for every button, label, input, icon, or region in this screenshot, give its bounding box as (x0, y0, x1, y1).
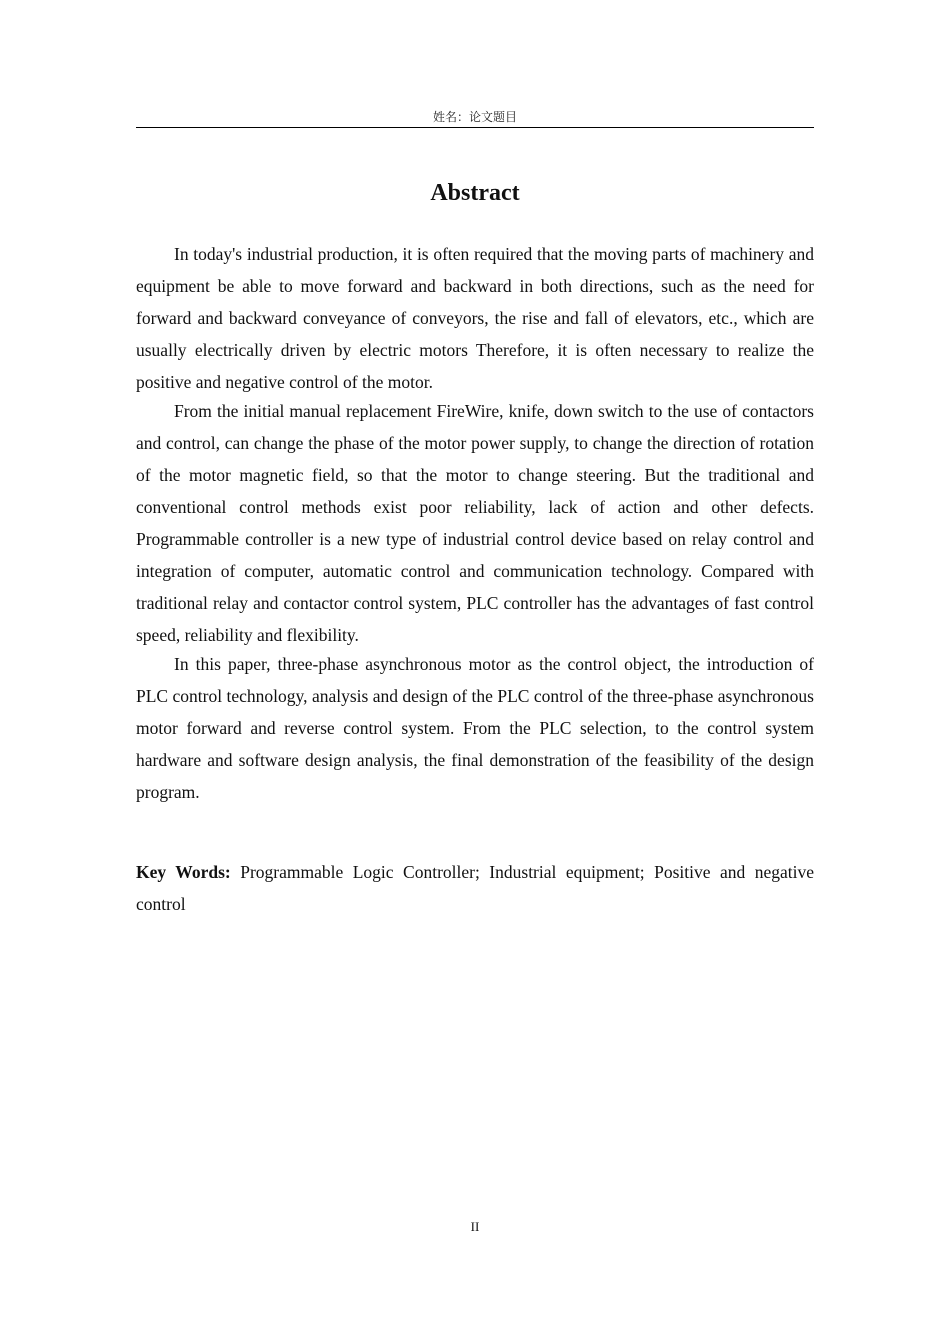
abstract-title: Abstract (430, 180, 520, 206)
header-text: 姓名：论文题目 (432, 110, 517, 124)
abstract-paragraph-2: From the initial manual replacement FireWire, knife, down switch to the use of contactors and control, can change the phase of the motor power supply, to change the direction of rotation of the motor magnetic field, so that the motor to change steering. But the traditional and conventional control methods exist poor reliability, lack of action and other defects. Programmable controller is a new type of industrial control device based on relay control and integration of computer, automatic control and communication technology. Compared with traditional relay and contactor control system, PLC controller has the advantages of fast control speed, reliability and flexibility. (136, 401, 814, 645)
abstract-paragraph-3: In this paper, three-phase asynchronous motor as the control object, the introduction of PLC control technology, analysis and design of the PLC control of the three-phase asynchronous motor forward and reverse control system. From the PLC selection, to the control system hardware and software design analysis, the final demonstration of the feasibility of the design program. (136, 654, 814, 802)
keywords (136, 856, 814, 920)
page-number: II (470, 1219, 480, 1234)
page-header (136, 108, 814, 128)
abstract-paragraph-1: In today's industrial production, it is often required that the moving parts of machinery and equipment be able to move forward and backward in both directions, such as the need for forward and backward conveyance of conveyors, the rise and fall of elevators, etc., which are usually electrically driven by electric motors Therefore, it is often necessary to realize the positive and negative control of the motor. (136, 244, 814, 392)
abstract-body (136, 238, 814, 808)
keywords-text: Programmable Logic Controller; Industrial equipment; Positive and negative control (136, 862, 814, 914)
keywords-label: Key Words: (136, 862, 231, 882)
